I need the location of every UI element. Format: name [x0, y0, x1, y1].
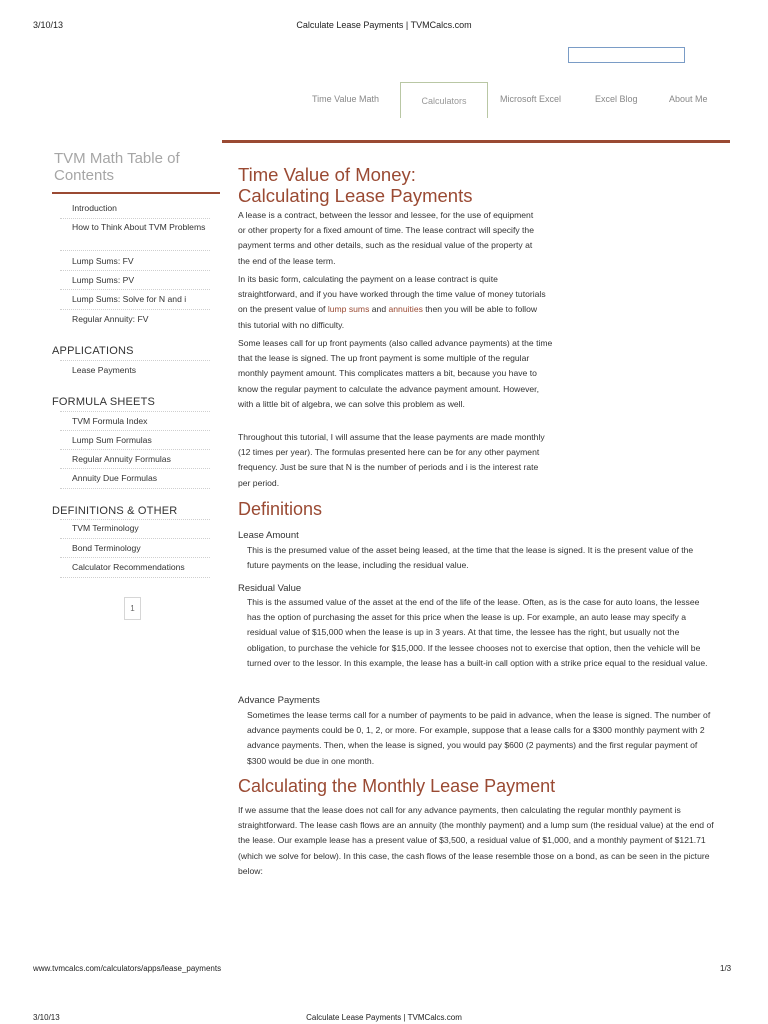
annuities-link[interactable]: annuities: [388, 304, 423, 315]
sidebar-heading-formula-sheets: FORMULA SHEETS: [52, 396, 156, 408]
page-title-line1: Time Value of Money:: [238, 164, 416, 185]
print-date-bottom: 3/10/13: [33, 1013, 60, 1022]
print-title: Calculate Lease Payments | TVMCalcs.com: [296, 20, 472, 30]
tutorial-paragraph: [238, 272, 546, 333]
print-url: www.tvmcalcs.com/calculators/apps/lease_payments: [33, 964, 222, 973]
sidebar-separator: [60, 270, 210, 271]
assumption-paragraph: Throughout this tutorial, I will assume that the lease payments are made monthly (12 times per year). The formulas presented here can be for any other payment frequency. Just be sure that N is the number of periods and i is the interest rate per period.: [238, 432, 545, 488]
main-divider: [222, 140, 730, 143]
print-page-count: 1/3: [720, 964, 732, 973]
nav-microsoft-excel[interactable]: Microsoft Excel: [500, 94, 562, 104]
sidebar-separator: [60, 449, 210, 450]
sidebar-separator: [60, 557, 210, 558]
sidebar-item-introduction[interactable]: Introduction: [72, 203, 117, 213]
term-lease-amount: Lease Amount: [238, 530, 299, 541]
sidebar-item-regular-annuity-formulas[interactable]: Regular Annuity Formulas: [72, 454, 171, 464]
definition-advance-payments: Sometimes the lease terms call for a number of payments to be paid in advance, when the lease is signed. The number of advance payments could be 0, 1, 2, or more. For example, suppose that a lease calls for a $300 monthly payment with 2 advance payments. Then, when the lease is signed, you would pay $600 (2 payments) and the first regular payment of $300 would be due in one month.: [247, 710, 711, 766]
lump-sums-link[interactable]: lump sums: [327, 304, 370, 315]
print-date: 3/10/13: [33, 20, 64, 30]
page-title: [238, 164, 472, 206]
nav-calculators-label: Calculators: [421, 96, 467, 106]
toc-title: TVM Math Table of Contents: [54, 150, 180, 184]
term-residual-value: Residual Value: [238, 583, 302, 594]
sidebar-item-lump-sums-pv[interactable]: Lump Sums: PV: [72, 275, 135, 285]
definition-lease-amount: This is the presumed value of the asset being leased, at the time that the lease is signed. It is the present value of the future payments on the lease, including the residual value.: [247, 545, 694, 571]
tutorial-text-3: then you will be able to follow this tutorial with no difficulty.: [238, 304, 538, 330]
sidebar-item-tvm-terminology[interactable]: TVM Terminology: [72, 523, 139, 533]
sidebar-separator: [60, 430, 210, 431]
sidebar-separator: [60, 360, 210, 361]
sidebar-heading-applications: APPLICATIONS: [52, 345, 134, 357]
nav-excel-blog[interactable]: Excel Blog: [595, 94, 638, 104]
sidebar-item-calculator-recommendations[interactable]: Calculator Recommendations: [72, 562, 185, 572]
nav-about-me[interactable]: About Me: [669, 94, 708, 104]
page-number-button[interactable]: 1: [124, 597, 141, 620]
sidebar-separator: [60, 218, 210, 219]
search-input[interactable]: [568, 47, 685, 63]
sidebar-separator: [60, 289, 210, 290]
sidebar-separator: [60, 488, 210, 489]
sidebar-item-tvm-formula-index[interactable]: TVM Formula Index: [72, 416, 148, 426]
sidebar-separator: [60, 519, 210, 520]
sidebar-divider: [52, 192, 220, 194]
monthly-payment-paragraph: If we assume that the lease does not call for any advance payments, then calculating the regular monthly payment is straightforward. The lease cash flows are an annuity (the monthly payment) and a lump sum (the residual value) at the end of the lease. Our example lease has a present value of $3,500, a residual value of $1,000, and a monthly payment of $121.71 (which we solve for below). In this case, the cash flows of the lease resemble those on a bond, as can be seen in the picture below:: [238, 805, 714, 876]
nav-time-value-math[interactable]: Time Value Math: [312, 94, 380, 104]
page-title-line2: Calculating Lease Payments: [238, 185, 473, 206]
sidebar-separator: [60, 250, 210, 251]
sidebar-separator: [60, 309, 210, 310]
definitions-heading: Definitions: [238, 499, 323, 519]
nav-calculators[interactable]: [400, 82, 488, 118]
sidebar-item-how-to-think[interactable]: How to Think About TVM Problems: [72, 222, 206, 232]
sidebar-item-bond-terminology[interactable]: Bond Terminology: [72, 543, 141, 553]
definition-residual-value: This is the assumed value of the asset at the end of the life of the lease. Often, as is the case for auto loans, the lessee has the option of purchasing the asset for this price when the lease is up. For example, an auto lease may specify a residual value of $15,000 when the lease is up in 3 years. At that time, the lessee has the right, but usually not the obligation, to purchase the vehicle for $15,000. If the lessee chooses not to exercise that option, then the vehicle will be turned over to the lessor. In this example, the lease has a built-in call option with a strike price equal to the residual value.: [247, 597, 708, 668]
term-advance-payments: Advance Payments: [238, 695, 320, 706]
sidebar-separator: [60, 577, 210, 578]
sidebar-heading-definitions: DEFINITIONS & OTHER: [52, 505, 178, 517]
monthly-payment-heading: Calculating the Monthly Lease Payment: [238, 776, 556, 796]
tutorial-text-1: In its basic form, calculating the payment on a lease contract is quite straightforward, and if you have worked through the time value of money tutorials on the present value of: [238, 274, 546, 315]
sidebar-separator: [60, 411, 210, 412]
intro-paragraph: A lease is a contract, between the lessor and lessee, for the use of equipment or other property for a fixed amount of time. The lease contract will specify the payment terms and other details, such as the residual value of the property at the end of the lease term.: [238, 210, 534, 266]
sidebar-item-lease-payments[interactable]: Lease Payments: [72, 365, 137, 375]
print-title-bottom: Calculate Lease Payments | TVMCalcs.com: [306, 1013, 462, 1022]
sidebar-item-lump-sums-fv[interactable]: Lump Sums: FV: [72, 256, 134, 266]
sidebar-item-lump-sums-solve[interactable]: Lump Sums: Solve for N and i: [72, 294, 187, 304]
sidebar-separator: [60, 468, 210, 469]
sidebar-item-lump-sum-formulas[interactable]: Lump Sum Formulas: [72, 435, 152, 445]
sidebar-separator: [60, 538, 210, 539]
sidebar-item-regular-annuity-fv[interactable]: Regular Annuity: FV: [72, 314, 149, 324]
advance-payments-paragraph: Some leases call for up front payments (also called advance payments) at the time that the lease is signed. The up front payment is some multiple of the regular monthly payment amount. This complicates matters a bit, because you have to know the regular payment to calculate the advance payment amount. However, with a little bit of algebra, we can solve this problem as well.: [238, 338, 553, 409]
sidebar-item-annuity-due-formulas[interactable]: Annuity Due Formulas: [72, 473, 158, 483]
tutorial-text-2: and: [369, 304, 389, 315]
